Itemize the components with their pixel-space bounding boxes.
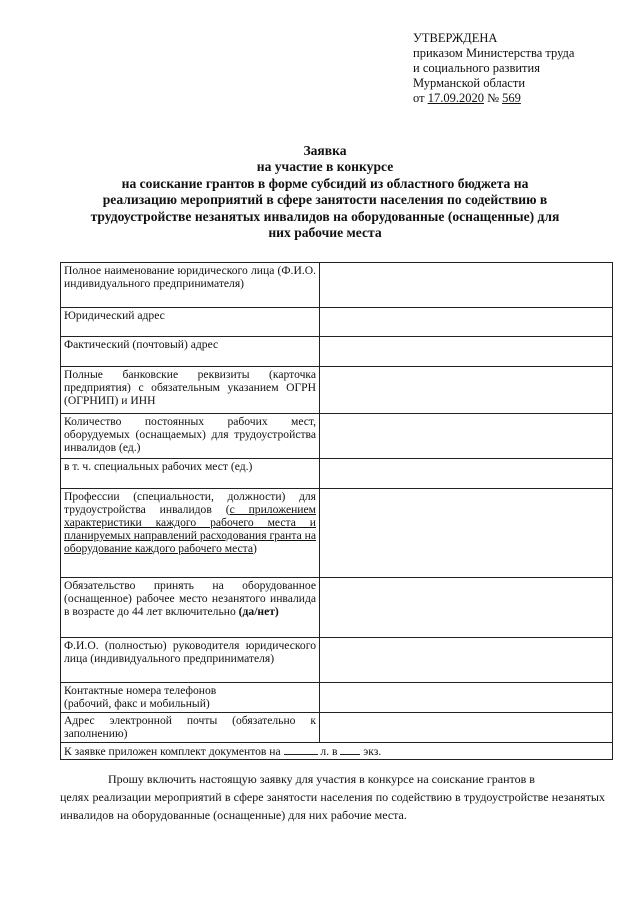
- professions-label-underlined: с приложением характеристики каждого рабочего места и планируемых направлений расходования гранта на оборудование каждого рабочего места: [64, 503, 316, 555]
- field-label-professions: [61, 489, 320, 578]
- field-label-legal-address: Юридический адрес: [61, 308, 320, 337]
- request-paragraph: [60, 770, 605, 824]
- table-row: [61, 489, 613, 578]
- field-label-hiring-obligation: [61, 578, 320, 638]
- approval-order-line: приказом Министерства труда: [413, 46, 575, 60]
- title-line-6: них рабочие места: [268, 225, 382, 241]
- obligation-label-main: Обязательство принять на оборудованное (оснащенное) рабочее место незанятого инвалида в возрасте до 44 лет включительно: [64, 579, 316, 618]
- table-row: [61, 713, 613, 743]
- table-row: [61, 459, 613, 489]
- approval-date-line: [413, 91, 628, 106]
- table-row: [61, 367, 613, 414]
- approval-date-prefix: от: [413, 91, 428, 105]
- field-value-special-workplaces[interactable]: [320, 459, 613, 489]
- field-value-director-name[interactable]: [320, 638, 613, 683]
- attached-pages-blank[interactable]: [284, 744, 318, 755]
- field-value-legal-address[interactable]: [320, 308, 613, 337]
- field-value-bank-details[interactable]: [320, 367, 613, 414]
- approval-ministry-line: и социального развития: [413, 61, 540, 75]
- field-value-hiring-obligation[interactable]: [320, 578, 613, 638]
- request-paragraph-line-1: Прошу включить настоящую заявку для участия в конкурсе на соискание грантов в: [108, 772, 535, 786]
- title-line-5: трудоустройстве незанятых инвалидов на оборудованные (оснащенные) для: [90, 208, 560, 224]
- table-row: [61, 337, 613, 367]
- approval-number-prefix: №: [483, 91, 503, 105]
- approval-heading: УТВЕРЖДЕНА: [413, 31, 498, 45]
- approval-region-line: Мурманской области: [413, 76, 526, 90]
- attached-copies-blank[interactable]: [340, 744, 360, 755]
- field-value-postal-address[interactable]: [320, 337, 613, 367]
- phones-label-line-1: Контактные номера телефонов: [64, 684, 217, 697]
- table-row: [61, 743, 613, 760]
- attached-docs-copies-text: экз.: [360, 745, 382, 758]
- title-line-4: реализацию мероприятий в сфере занятости населения по содействию в: [102, 192, 548, 208]
- attached-documents-row: [61, 743, 613, 760]
- field-label-workplaces-count: Количество постоянных рабочих мест, оборудуемых (оснащаемых) для трудоустройства инвалидов (ед.): [61, 414, 320, 459]
- field-value-email[interactable]: [320, 713, 613, 743]
- table-row: [61, 263, 613, 308]
- attached-docs-pages-text: л. в: [317, 745, 341, 758]
- attached-docs-text: К заявке приложен комплект документов на: [64, 745, 284, 758]
- table-row: [61, 683, 613, 713]
- document-title: [55, 143, 595, 241]
- table-row: [61, 414, 613, 459]
- approval-date: 17.09.2020: [427, 91, 484, 105]
- professions-label-close: ): [253, 542, 257, 555]
- field-label-postal-address: Фактический (почтовый) адрес: [61, 337, 320, 367]
- approval-number: 569: [502, 91, 521, 105]
- field-label-bank-details: Полные банковские реквизиты (карточка предприятия) с обязательным указанием ОГРН (ОГРНИП) и ИНН: [61, 367, 320, 414]
- field-value-org-name[interactable]: [320, 263, 613, 308]
- obligation-label-yes-no: (да/нет): [238, 605, 279, 618]
- title-line-3: на соискание грантов в форме субсидий из областного бюджета на: [121, 175, 529, 191]
- field-value-professions[interactable]: [320, 489, 613, 578]
- field-label-director-name: Ф.И.О. (полностью) руководителя юридического лица (индивидуального предпринимателя): [61, 638, 320, 683]
- approval-stamp: [413, 31, 628, 106]
- application-form-table: [60, 262, 613, 760]
- field-value-phones[interactable]: [320, 683, 613, 713]
- field-label-org-name: Полное наименование юридического лица (Ф.И.О. индивидуального предпринимателя): [61, 263, 320, 308]
- field-label-phones: [61, 683, 320, 713]
- table-row: [61, 308, 613, 337]
- table-row: [61, 578, 613, 638]
- request-paragraph-rest: целях реализации мероприятий в сфере занятости населения по содействию в трудоустройстве незанятых инвалидов на оборудованные (оснащенные) для них рабочие места.: [60, 790, 605, 822]
- field-label-special-workplaces: в т. ч. специальных рабочих мест (ед.): [61, 459, 320, 489]
- phones-label-line-2: (рабочий, факс и мобильный): [64, 697, 210, 710]
- field-value-workplaces-count[interactable]: [320, 414, 613, 459]
- professions-label-main: Профессии (специальности, должности) для трудоустройства инвалидов (: [64, 490, 316, 516]
- title-line-2: на участие в конкурсе: [256, 159, 394, 175]
- title-line-1: Заявка: [303, 143, 347, 158]
- table-row: [61, 638, 613, 683]
- field-label-email: Адрес электронной почты (обязательно к заполнению): [61, 713, 320, 743]
